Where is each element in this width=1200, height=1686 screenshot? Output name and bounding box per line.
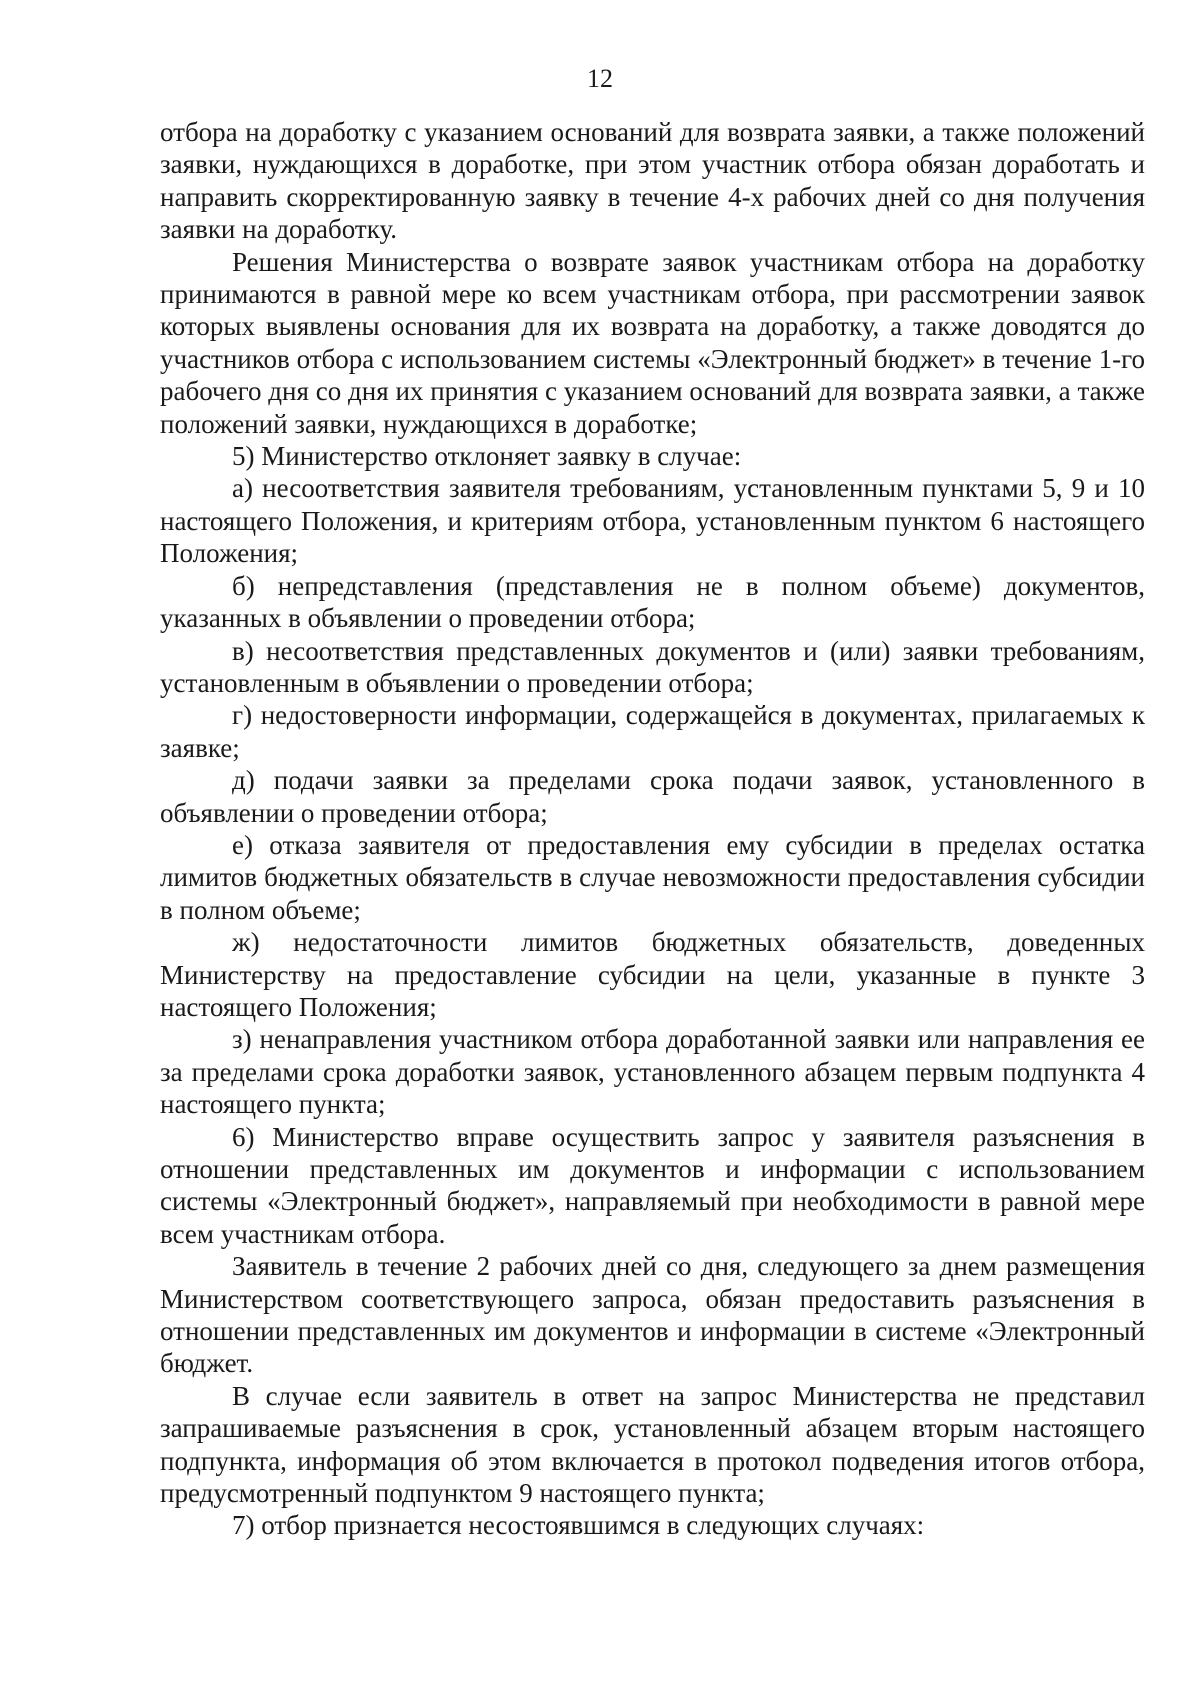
paragraph-reason-b: б) непредставления (представления не в полном объеме) документов, указанных в объявлении о проведении отбора;: [160, 570, 1145, 634]
paragraph-no-response: В случае если заявитель в ответ на запрос Министерства не представил запрашиваемые разъяснения в срок, установленный абзацем вторым настоящего подпункта, информация об этом включается в протокол подведения итогов отбора, предусмотренный подпунктом 9 настоящего пункта;: [160, 1380, 1145, 1509]
paragraph-reason-g: г) недостоверности информации, содержащейся в документах, прилагаемых к заявке;: [160, 700, 1145, 763]
page-number: 12: [587, 64, 613, 93]
paragraph-reason-v: в) несоответствия представленных документов и (или) заявки требованиям, установленным в объявлении о проведении отбора;: [160, 635, 1145, 698]
document-body: [160, 116, 1145, 1542]
paragraph-reason-a: а) несоответствия заявителя требованиям, установленным пунктами 5, 9 и 10 настоящего Положения, и критериям отбора, установленным пунктом 6 настоящего Положения;: [160, 473, 1145, 569]
paragraph-reason-e: е) отказа заявителя от предоставления ему субсидии в пределах остатка лимитов бюджетных обязательств в случае невозможности предоставления субсидии в полном объеме;: [160, 829, 1145, 925]
paragraph-selection-failed: 7) отбор признается несостоявшимся в следующих случаях:: [232, 1510, 925, 1541]
paragraph-ministry-decisions: Решения Министерства о возврате заявок участникам отбора на доработку принимаются в равной мере ко всем участникам отбора, при рассмотрении заявок которых выявлены основания для их возврата на доработку, а также доводятся до участников отбора с использованием системы «Электронный бюджет» в течение 1-го рабочего дня со дня их принятия с указанием оснований для возврата заявки, а также положений заявки, нуждающихся в доработке;: [160, 246, 1145, 439]
paragraph-reason-zh: ж) недостаточности лимитов бюджетных обязательств, доведенных Министерству на предоставление субсидии на цели, указанные в пункте 3 настоящего Положения;: [160, 927, 1145, 1022]
paragraph-applicant-response: Заявитель в течение 2 рабочих дней со дня, следующего за днем размещения Министерством соответствующего запроса, обязан предоставить разъяснения в отношении представленных им документов и информации в системе «Электронный бюджет.: [160, 1251, 1145, 1379]
paragraph-reason-z: з) ненаправления участником отбора доработанной заявки или направления ее за пределами срока доработки заявок, установленного абзацем первым подпункта 4 настоящего пункта;: [160, 1024, 1145, 1120]
paragraph-reason-d: д) подачи заявки за пределами срока подачи заявок, установленного в объявлении о проведении отбора;: [160, 765, 1145, 828]
paragraph-clarification-request: 6) Министерство вправе осуществить запрос у заявителя разъяснения в отношении представленных им документов и информации с использованием системы «Электронный бюджет», направляемый при необходимости в равной мере всем участникам отбора.: [160, 1121, 1145, 1249]
paragraph-rejection-heading: 5) Министерство отклоняет заявку в случае:: [232, 441, 742, 472]
paragraph-return-for-revision-continued: отбора на доработку с указанием оснований для возврата заявки, а также положений заявки, нуждающихся в доработке, при этом участник отбора обязан доработать и направить скорректированную заявку в течение 4-х рабочих дней со дня получения заявки на доработку.: [160, 117, 1145, 245]
